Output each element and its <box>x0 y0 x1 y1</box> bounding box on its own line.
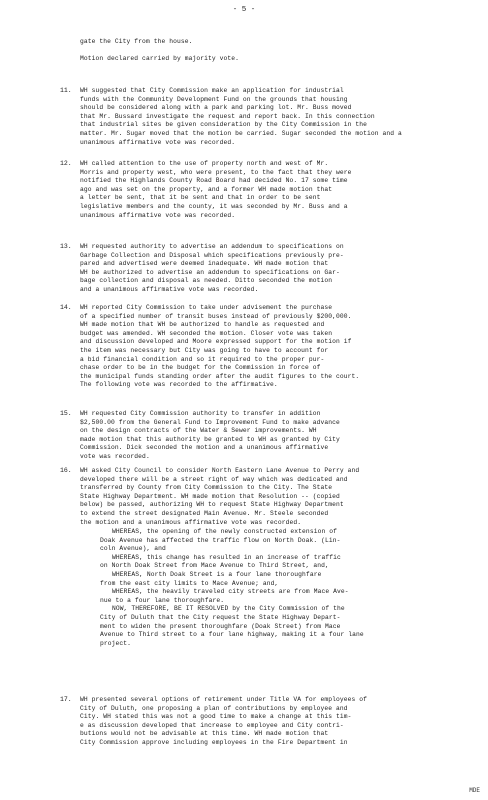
item-text-line: WH requested City Commission authority to transfer in addition <box>80 410 321 417</box>
item-text-line: WH called attention to the use of property north and west of Mr. <box>80 160 329 167</box>
resolution-line: WHEREAS, the heavily traveled city streets are from Mace Ave- <box>112 588 349 596</box>
item-text-line: The following vote was recorded to the affirmative. <box>80 381 278 389</box>
item-text-line: bage collection and disposal as needed. Ditto seconded the motion <box>80 277 333 285</box>
item-number: 17. <box>60 696 72 703</box>
item-number: 11. <box>60 87 72 94</box>
resolution-line: from the east city limits to Mace Avenue; and, <box>100 579 279 587</box>
item-text-line: $2,500.00 from the General Fund to Improvement Fund to make advance <box>80 418 340 426</box>
item-text-line: to extend the street designated Main Avenue. Mr. Steele seconded <box>80 510 329 517</box>
item-number: 15. <box>60 410 72 417</box>
item-text-line: WH presented several options of retirement under Title VA for employees of <box>80 696 368 703</box>
item-text-line: WH requested authority to advertise an addendum to specifications on <box>80 243 344 250</box>
resolution-line: Avenue to Third street to a four lane highway, making it a four lane <box>100 631 364 639</box>
item-text-line: notified the Highlands County Road Board had decided No. 17 some time <box>80 177 348 185</box>
item-text-line: budget was amended. WH seconded the motion. Closer vote was taken <box>80 329 333 337</box>
item-text-line: matter. Mr. Sugar moved that the motion be carried. Sugar seconded the motion and a <box>80 130 402 137</box>
resolution-line: ment to widen the present thoroughfare (Doak Street) from Mace <box>100 622 341 630</box>
item-text-line: butions would not be advisable at this time. WH made motion that <box>80 730 329 738</box>
item-text-line: ago and was set on the property, and a former WH made motion that <box>80 185 333 193</box>
item-text-line: chase order to be in the budget for the Commission in force of <box>80 364 321 372</box>
item-text-line: Garbage Collection and Disposal which specifications previously pre- <box>80 251 344 259</box>
resolution-line: WHEREAS, this change has resulted in an increase of traffic <box>112 553 341 561</box>
item-text-line: on the design contracts of the Water & Sewer improvements. WH <box>80 427 317 435</box>
resolution-line: City of Duluth that the City request the State Highway Depart- <box>100 614 341 621</box>
resolution-line: nue to a four lane thoroughfare. <box>100 596 225 604</box>
item-text-line: vote was recorded. <box>80 453 150 460</box>
item-text-line: legislative members and the county, it was seconded by Mr. Buss and a <box>80 203 348 210</box>
resolution-line: WHEREAS, North Doak Street is a four lane thoroughfare <box>112 571 322 578</box>
item-text-line: funds with the Community Development Fund on the grounds that housing <box>80 95 348 103</box>
item-text-line: WH reported City Commission to take under advisement the purchase <box>80 304 333 311</box>
corner-mark: MDE <box>469 787 480 794</box>
item-text-line: of a specified number of transit buses instead of previously $200,000. <box>80 312 352 320</box>
resolution-line: on North Doak Street from Mace Avenue to Third Street, and, <box>100 562 329 570</box>
item-text-line: a bid financial condition and so it required to the proper pur- <box>80 355 325 363</box>
item-number: 14. <box>60 304 72 311</box>
item-text-line: transferred by County from City Commission to the City. The State <box>80 484 333 492</box>
item-text-line: WH suggested that City Commission make an application for industrial <box>80 87 344 94</box>
item-number: 13. <box>60 243 72 250</box>
resolution-line: project. <box>100 639 132 647</box>
item-text-line: City Commission approve including employees in the Fire Department in <box>80 739 348 746</box>
item-text-line: Morris and property west, who were present, to the fact that they were <box>80 168 352 176</box>
resolution-line: NOW, THEREFORE, BE IT RESOLVED by the City Commission of the <box>112 605 345 613</box>
intro-line: Motion declared carried by majority vote. <box>80 55 240 62</box>
page-number: - 5 - <box>232 6 256 14</box>
item-text-line: developed there will be a street right of way which was dedicated and <box>80 475 348 483</box>
item-text-line: City of Duluth, one proposing a plan of contributions by employee and <box>80 704 348 712</box>
item-number: 16. <box>60 467 72 474</box>
item-text-line: State Highway Department. WH made motion that Resolution -- (copied <box>80 492 340 500</box>
item-text-line: the item was necessary but City was going to have to account for <box>80 347 329 354</box>
item-text-line: e as discussion developed that increase to employee and City contri- <box>80 721 344 729</box>
item-text-line: made motion that this authority be granted to WH as granted by City <box>80 435 340 443</box>
resolution-line: Doak Avenue has affected the traffic flow on North Doak. (Lin- <box>100 536 341 544</box>
item-text-line: WH asked City Council to consider North Eastern Lane Avenue to Perry and <box>80 467 360 474</box>
item-text-line: unanimous affirmative vote was recorded. <box>80 211 236 219</box>
item-text-line: City. WH stated this was not a good time to make a change at this tim- <box>80 713 352 721</box>
item-text-line: Commission. Dick seconded the motion and a unanimous affirmative <box>80 444 329 452</box>
item-text-line: WH made motion that WH be authorized to handle as requested and <box>80 321 325 329</box>
item-number: 12. <box>60 160 72 167</box>
item-text-line: the motion and a unanimous affirmative vote was recorded. <box>80 518 302 526</box>
item-text-line: and a unanimous affirmative vote was recorded. <box>80 286 259 293</box>
item-text-line: and discussion developed and Moore expressed support for the motion if <box>80 338 352 346</box>
resolution-line: WHEREAS, the opening of the newly constructed extension of <box>112 528 337 535</box>
item-text-line: should be considered along with a park and parking lot. Mr. Buss moved <box>80 104 352 112</box>
item-text-line: a letter be sent, that it be sent and that in order to be sent <box>80 194 321 202</box>
item-text-line: unanimous affirmative vote was recorded. <box>80 138 236 146</box>
item-text-line: WH be authorized to advertise an addendum to specifications on Gar- <box>80 268 340 276</box>
intro-line: gate the City from the house. <box>80 38 193 45</box>
item-text-line: that industrial sites be given consideration by the City Commission in the <box>80 121 368 129</box>
item-text-line: below) be passed, authorizing WH to request State Highway Department <box>80 501 344 509</box>
resolution-line: coln Avenue), and <box>100 545 166 553</box>
item-text-line: that Mr. Bussard investigate the request and report back. In this connection <box>80 112 375 120</box>
item-text-line: the municipal funds standing order after the audit figures to the court. <box>80 372 360 380</box>
item-text-line: pared and advertised were deemed inadequate. WH made motion that <box>80 260 329 268</box>
